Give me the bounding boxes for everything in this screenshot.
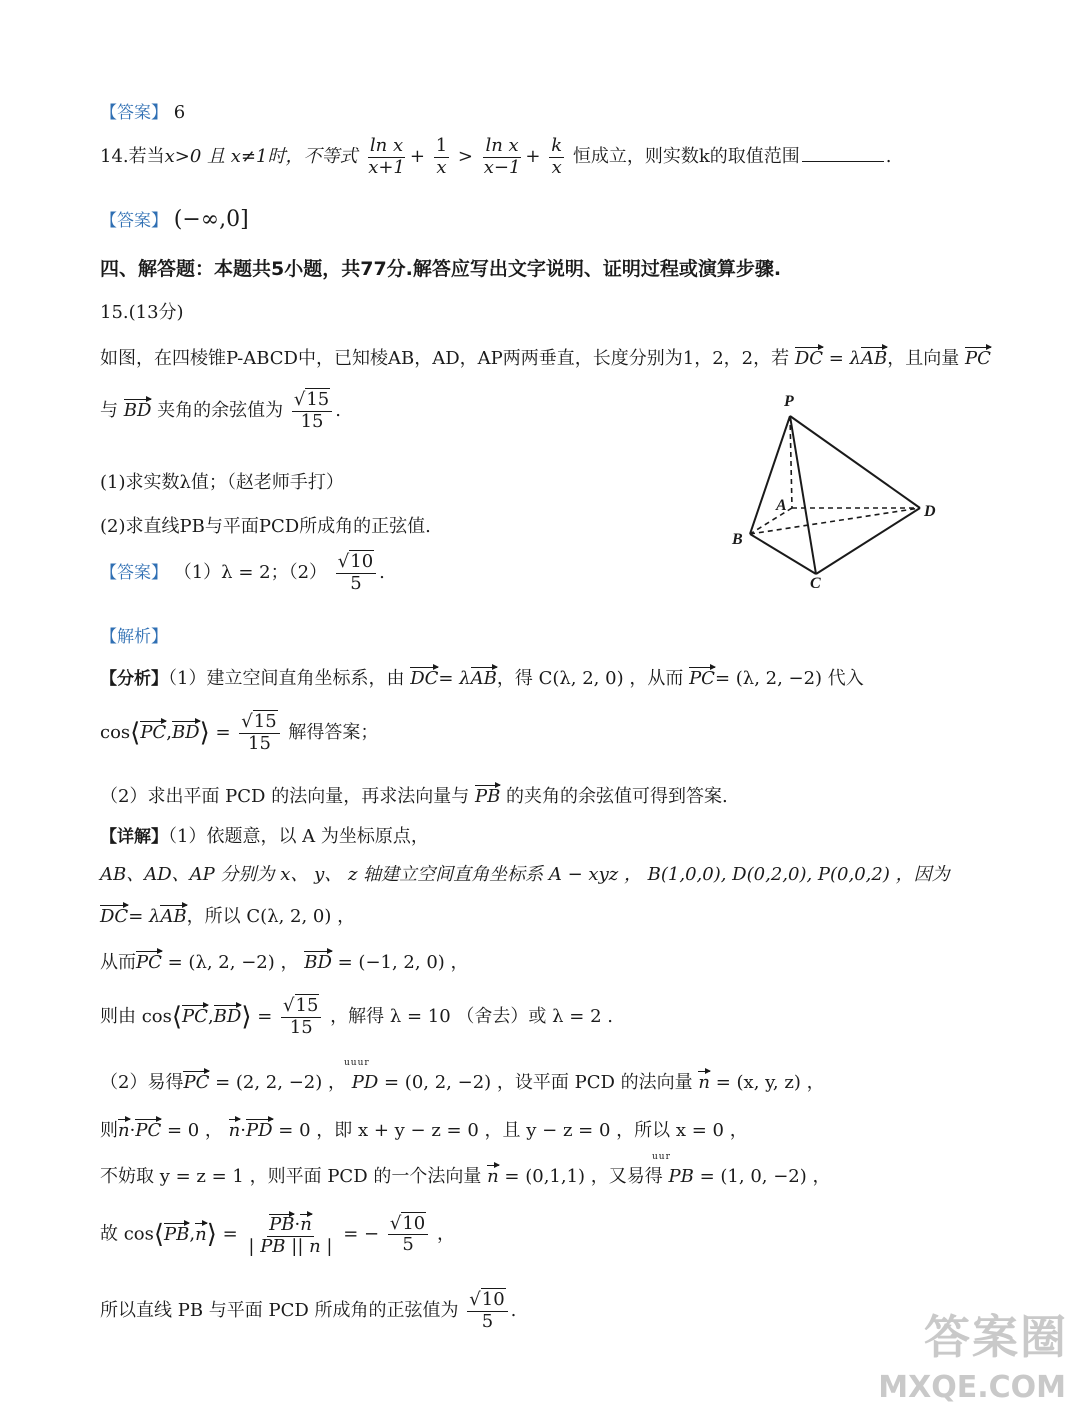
artifact-text: uuur <box>344 1058 370 1068</box>
q15-stem2a: 与 <box>100 400 118 422</box>
q15-stem1: 如图，在四棱锥P-ABCD中，已知棱AB，AD，AP两两垂直，长度分别为1，2，2，若 <box>100 348 790 369</box>
answer-tag: 【答案】 <box>100 211 168 231</box>
pyramid-figure <box>720 386 960 592</box>
detail-d8c: = (1, 0, −2) ， <box>699 1166 831 1187</box>
angle-bracket-right: ⟩ <box>206 1219 217 1250</box>
vector-n: n <box>118 1117 130 1141</box>
vector-n: n <box>195 1221 207 1245</box>
vector-PC: PC <box>136 949 162 973</box>
frac-den: x <box>551 156 562 178</box>
fraction <box>292 390 332 432</box>
vector-BD: BD <box>172 719 200 743</box>
frac-den: x−1 <box>483 156 521 178</box>
detail-d4a: 从而 <box>100 952 136 973</box>
answer-tag: 【答案】 <box>100 103 168 123</box>
comma: , <box>189 1223 196 1245</box>
edge-PB <box>750 416 790 534</box>
sqrt: √10 <box>469 1289 505 1310</box>
vector-BD: BD <box>214 1003 242 1027</box>
q15-stem1b: ，且向量 <box>887 348 960 369</box>
detail-d5a: 则由 cos <box>100 1006 172 1028</box>
radicand: 10 <box>481 1289 505 1310</box>
period: . <box>510 1300 517 1322</box>
angle-bracket-right: ⟩ <box>241 1002 252 1033</box>
analysis-l3: （2）求出平面 PCD 的法向量，再求法向量与 <box>100 786 470 807</box>
vector-PC: PC <box>135 1117 161 1141</box>
q15-stem-line2 <box>100 390 341 432</box>
q14-cond: x>0 且 x≠1时，不等式 <box>164 146 358 168</box>
dot: · <box>240 1120 246 1141</box>
sqrt: √10 <box>337 551 374 572</box>
frac-num: 1 <box>435 135 448 156</box>
comma: , <box>207 1006 214 1028</box>
radicand: 10 <box>350 551 374 572</box>
detail-d4b: = (λ, 2, −2) ， <box>167 952 299 973</box>
answer-value: (−∞,0] <box>173 207 249 232</box>
fraction <box>366 136 407 178</box>
period: . <box>379 562 385 584</box>
detail-label: 【详解】 <box>100 827 168 847</box>
watermark-logo: 答案圈 <box>924 1310 1068 1364</box>
dot: · <box>129 1120 136 1141</box>
frac-num: ln x <box>485 135 519 156</box>
fraction <box>467 1290 507 1332</box>
edge-CD <box>816 508 920 574</box>
detail-d6d: = (x, y, z) ， <box>715 1072 825 1093</box>
angle-bracket-left: ⟨ <box>130 718 141 749</box>
answer-tag: 【答案】 <box>100 563 168 584</box>
analysis-l1b: ，得 C(λ, 2, 0) ，从而 <box>496 668 684 689</box>
sqrt: √15 <box>293 389 330 410</box>
vector-PC: PC <box>965 345 991 369</box>
detail-d3: ，所以 C(λ, 2, 0) ， <box>186 906 356 927</box>
frac-den: 15 <box>300 410 324 432</box>
detail-d6b: = (2, 2, −2) ， <box>215 1072 346 1093</box>
frac-den: 5 <box>481 1310 494 1332</box>
label-A: A <box>776 497 787 514</box>
watermark-url: MXQE.COM <box>878 1370 1066 1405</box>
comma: , <box>166 722 172 744</box>
detail-line3 <box>100 902 355 928</box>
frac-den: x <box>436 156 447 178</box>
label-P: P <box>784 393 794 410</box>
vector-PB: PB <box>269 1214 295 1235</box>
frac-den: 5 <box>350 572 362 594</box>
q15-stem-line1 <box>100 344 991 370</box>
answer-value: 6 <box>173 102 186 123</box>
vector-DC: DC <box>410 665 438 689</box>
label-B: B <box>732 531 743 548</box>
vector-PC: PC <box>689 665 715 689</box>
detail-d6a: （2）易得 <box>100 1072 184 1093</box>
detail-d9c: ， <box>436 1223 455 1245</box>
q15-head: 15.(13分) <box>100 302 184 323</box>
sqrt: √10 <box>389 1212 426 1234</box>
detail-d6c: = (0, 2, −2) ，设平面 PCD 的法向量 <box>384 1072 693 1093</box>
frac-den: x+1 <box>368 156 405 178</box>
analysis-label: 【分析】 <box>100 669 168 689</box>
detail-d10: 所以直线 PB 与平面 PCD 所成角的正弦值为 <box>100 1300 459 1322</box>
vector-AB: AB <box>861 345 887 369</box>
vector-PB: PB <box>475 783 500 807</box>
label-D: D <box>924 503 936 520</box>
vector-PD: PD <box>246 1117 273 1141</box>
label-C: C <box>810 575 821 592</box>
answer15-line <box>100 552 385 594</box>
eq-lambda: = λ <box>828 348 862 369</box>
fraction <box>482 136 523 178</box>
fraction <box>549 136 564 178</box>
edge-PC <box>790 416 816 574</box>
analysis-l1a: （1）建立空间直角坐标系，由 <box>168 668 405 689</box>
vector-n: n <box>698 1069 710 1093</box>
detail-line8 <box>100 1162 831 1188</box>
answer14-line <box>100 206 249 232</box>
detail-line2: AB、AD、AP 分别为 x、 y、 z 轴建立空间直角坐标系 A − xyz ， B(1,0,0), D(0,2,0), P(0,0,2) ，因为 <box>100 864 950 885</box>
frac-den: 5 <box>402 1234 414 1256</box>
detail-d9a: 故 cos <box>100 1223 154 1245</box>
detail-d9b: = − <box>343 1223 380 1245</box>
detail-line6 <box>100 1068 825 1094</box>
answer13-line <box>100 98 185 123</box>
radicand: 15 <box>295 995 319 1016</box>
edge-BC <box>750 534 816 574</box>
detail-line5: 则由 cos⟨PC,BD⟩ = $\frac{√15}{15}$ ，解得 λ = 10 （舍去）或 λ = 2 . <box>100 995 613 1038</box>
frac-den: 15 <box>289 1016 313 1038</box>
dot: · <box>294 1214 301 1235</box>
eq-lambda: = λ <box>128 906 161 927</box>
sqrt: √15 <box>241 711 277 732</box>
detail-line10 <box>100 1290 516 1332</box>
analysis-l2b: 解得答案； <box>288 722 379 744</box>
edge-PD <box>790 416 920 508</box>
fraction <box>336 552 376 594</box>
angle-bracket-left: ⟨ <box>171 1002 183 1033</box>
detail-line7 <box>100 1116 748 1142</box>
analysis-l1c: = (λ, 2, −2) 代入 <box>714 668 864 689</box>
period: . <box>335 400 341 422</box>
frac-den: | PB || n | <box>248 1235 333 1257</box>
vector-DC: DC <box>795 345 823 369</box>
fraction <box>388 1214 428 1256</box>
detail-d8a: 不妨取 y = z = 1 ，则平面 PCD 的一个法向量 <box>100 1166 482 1187</box>
analysis-tag: 【解析】 <box>100 627 168 647</box>
fraction <box>281 996 321 1038</box>
vector-PC: PC <box>183 1069 209 1093</box>
vector-AB: AB <box>160 903 186 927</box>
q14-lead: 14.若当 <box>100 146 165 168</box>
vector-PC: PC <box>182 1003 208 1027</box>
detail-d8b: = (0,1,1) ，又易得 <box>504 1166 663 1187</box>
vector-AB: AB <box>471 665 497 689</box>
angle-bracket-right: ⟩ <box>199 718 210 749</box>
vector-DC: DC <box>100 903 128 927</box>
analysis-l3b: 的夹角的余弦值可得到答案. <box>506 786 728 807</box>
vector-PC: PC <box>140 719 166 743</box>
vector-n: n <box>487 1163 499 1187</box>
fraction <box>434 136 449 178</box>
detail-d5b: ，解得 λ = 10 （舍去）或 λ = 2 . <box>330 1006 613 1028</box>
vector-n: n <box>300 1214 312 1235</box>
vector-PB: PB <box>668 1166 694 1187</box>
q14-end: . <box>885 146 892 168</box>
frac-den: 15 <box>248 732 271 754</box>
detail-d4c: = (−1, 2, 0) ， <box>337 952 469 973</box>
radicand: 10 <box>402 1212 426 1234</box>
q15-sub1: (1)求实数λ值；（赵老师手打） <box>100 472 344 493</box>
greater-than: > <box>457 146 473 168</box>
vector-BD: BD <box>124 397 152 421</box>
detail-line1 <box>100 822 429 848</box>
detail-d7a: 则 <box>100 1120 118 1141</box>
analysis-line1 <box>100 664 864 690</box>
frac-num: k <box>551 135 563 156</box>
sqrt: √15 <box>283 995 319 1016</box>
question-14: 14.若当x>0 且 x≠1时，不等式 $\frac{\text{ln x}}{x+1}$ + $\frac{1}{x}$ > $\frac{\text{ln x}}{x-1}$ + $\frac{k}{x}$ 恒成立，则实数k的取值范围 . <box>100 135 892 178</box>
detail-d1: （1）依题意，以 A 为坐标原点， <box>168 826 429 847</box>
q14-tail: 恒成立，则实数k的取值范围 <box>572 146 800 168</box>
detail-d7b: = 0 ， <box>166 1120 223 1141</box>
cos-label: cos <box>100 722 131 744</box>
q15-sub2: (2)求直线PB与平面PCD所成角的正弦值. <box>100 516 431 537</box>
q15-stem2b: 夹角的余弦值为 <box>157 400 284 422</box>
fraction <box>239 712 279 754</box>
artifact-text: uur <box>652 1152 671 1162</box>
detail-d7c: = 0 ，即 x + y − z = 0 ，且 y − z = 0 ，所以 x = 0 ， <box>278 1120 748 1141</box>
radicand: 15 <box>306 389 330 410</box>
radicand: 15 <box>253 711 277 732</box>
vector-PB: PB <box>164 1221 189 1245</box>
answer15-part1: （1）λ = 2；（2） <box>173 562 328 584</box>
analysis-line2: cos⟨PC,BD⟩ = $\frac{√15}{15}$ 解得答案； <box>100 711 379 754</box>
eq-lambda: = λ <box>438 668 471 689</box>
analysis-line3 <box>100 782 728 808</box>
fraction <box>246 1212 334 1257</box>
answer-blank <box>802 161 884 162</box>
frac-num: ln x <box>369 135 404 156</box>
vector-PD: PD <box>351 1072 379 1093</box>
section-title: 四、解答题：本题共5小题，共77分.解答应写出文字说明、证明过程或演算步骤. <box>100 258 782 280</box>
vector-n: n <box>229 1117 241 1141</box>
detail-line4 <box>100 948 469 974</box>
angle-bracket-left: ⟨ <box>153 1219 165 1250</box>
detail-line9: 故 cos⟨PB,n⟩ = $\frac{PB\cdot n}{| PB || n |}$ = − $\frac{√10}{5}$ ， <box>100 1212 455 1257</box>
vector-BD: BD <box>304 949 332 973</box>
